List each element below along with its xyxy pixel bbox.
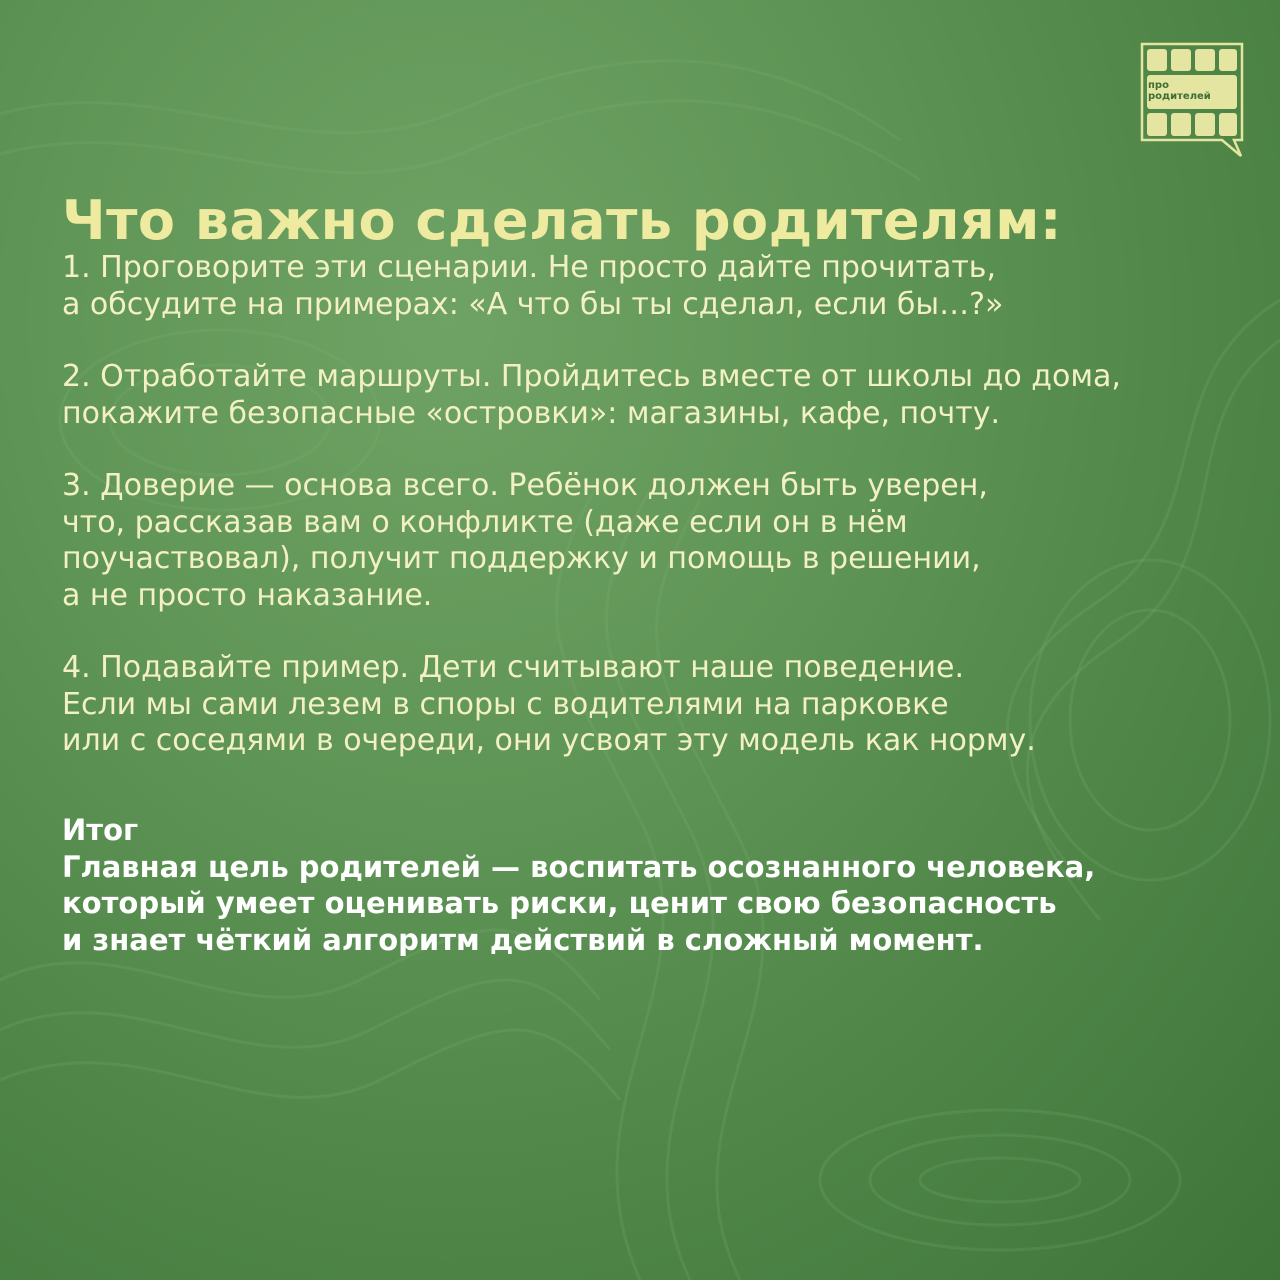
brand-wordmark — [1148, 80, 1211, 102]
advice-line: что, рассказав вам о конфликте (даже если он в нём — [62, 504, 908, 540]
advice-line: 2. Отработайте маршруты. Пройдитесь вместе от школы до дома, — [62, 359, 1121, 394]
advice-item-4 — [62, 650, 1222, 760]
summary-line: и знает чёткий алгоритм действий в сложный момент. — [62, 922, 984, 957]
advice-line: а не просто наказание. — [62, 577, 433, 613]
advice-item-1 — [62, 250, 1222, 323]
advice-line: 3. Доверие — основа всего. Ребёнок должен быть уверен, — [62, 468, 988, 503]
brand-line-1: про — [1148, 80, 1169, 91]
advice-line: покажите безопасные «островки»: магазины, кафе, почту. — [62, 395, 1001, 431]
summary-line: Главная цель родителей — воспитать осознанного человека, — [62, 849, 1096, 884]
advice-item-2 — [62, 359, 1222, 432]
advice-line: или с соседями в очереди, они усвоят эту модель как норму. — [62, 723, 1036, 758]
page-title: Что важно сделать родителям: — [62, 189, 1062, 252]
summary-title: Итог — [62, 813, 139, 847]
advice-line: 4. Подавайте пример. Дети считывают наше поведение. — [62, 650, 965, 685]
advice-line: а обсудите на примерах: «А что бы ты сделал, если бы…?» — [62, 286, 1004, 322]
brand-logo — [1138, 40, 1246, 162]
summary-block — [62, 812, 1222, 958]
advice-line: 1. Проговорите эти сценарии. Не просто дайте прочитать, — [62, 250, 997, 285]
brand-line-2: родителей — [1148, 91, 1211, 102]
advice-line: Если мы сами лезем в споры с водителями на парковке — [62, 686, 949, 722]
summary-line: который умеет оценивать риски, ценит свою безопасность — [62, 886, 1057, 920]
advice-item-3 — [62, 468, 1222, 614]
advice-list — [62, 250, 1222, 796]
advice-line: поучаствовал), получит поддержку и помощь в решении, — [62, 541, 981, 576]
